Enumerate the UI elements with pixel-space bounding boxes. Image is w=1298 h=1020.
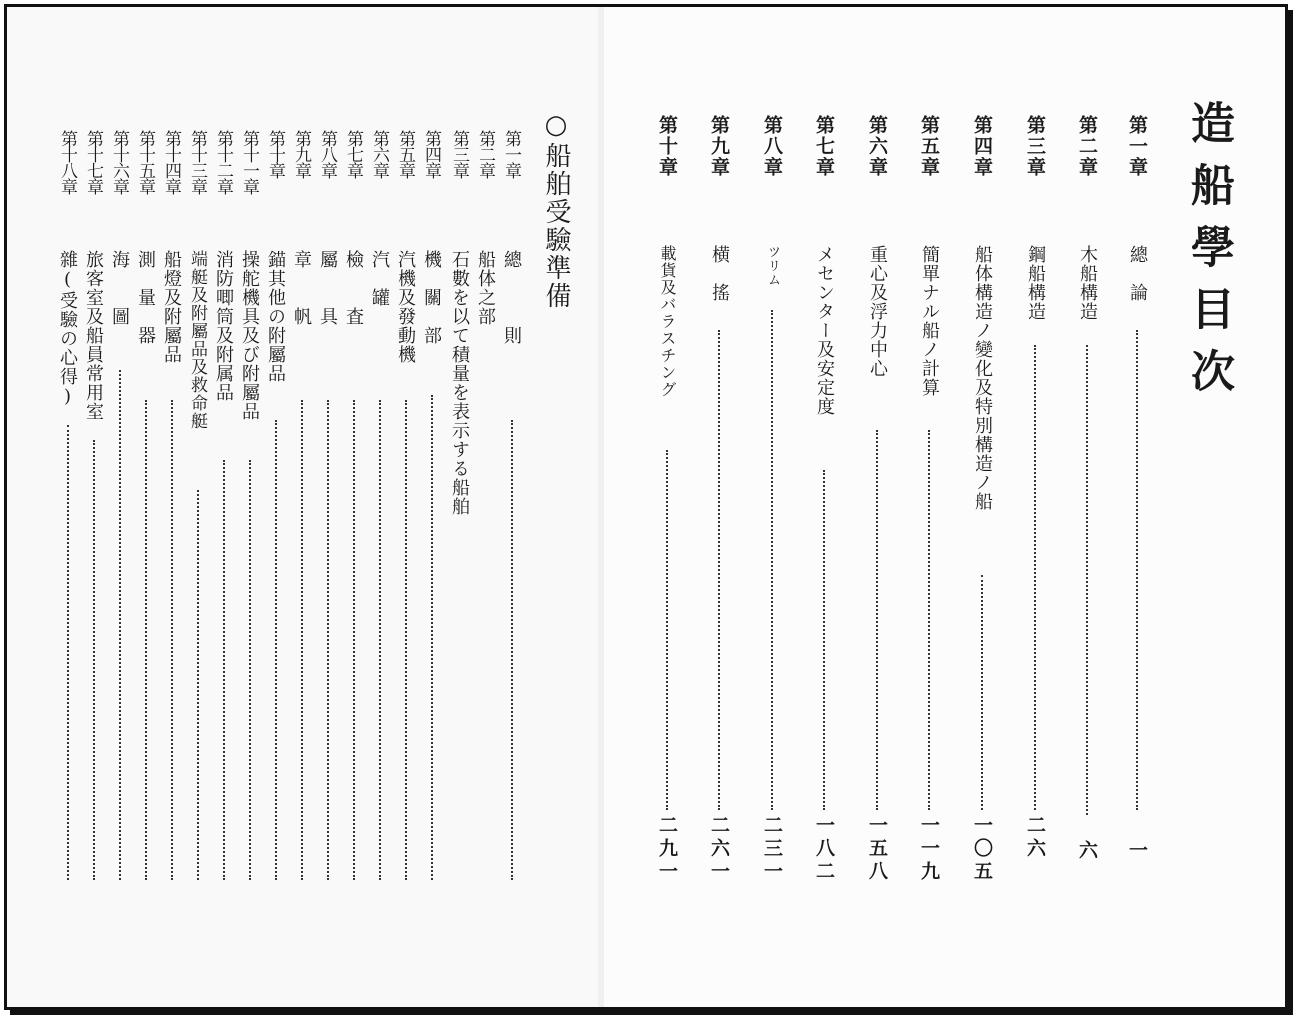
exam-entry [316, 0, 340, 1000]
exam-chapter-number: 第十五章 [135, 130, 155, 194]
dot-leader [771, 310, 773, 810]
chapter-topic: 簡單ナル船ノ計算 [919, 245, 940, 397]
page-number: 二三一 [761, 815, 783, 884]
chapter-number: 第五章 [918, 115, 940, 178]
exam-title-column [540, 0, 576, 1000]
exam-chapter-number: 第三章 [449, 130, 469, 178]
exam-section-title: ○船舶受驗準備 [541, 110, 571, 310]
page-number: 一一九 [918, 815, 940, 884]
exam-chapter-number: 第十二章 [213, 130, 233, 194]
exam-chapter-number: 第十七章 [83, 130, 103, 194]
dot-leader [511, 420, 513, 880]
exam-chapter-topic: 石數を以て積量を表示する船舶 [449, 250, 470, 516]
dot-leader [928, 430, 930, 810]
exam-entry [394, 0, 418, 1000]
exam-chapter-number: 第十六章 [109, 130, 129, 194]
exam-chapter-topic: 檢 査 [343, 250, 364, 326]
chapter-number: 第一章 [1126, 115, 1148, 178]
chapter-number: 第六章 [866, 115, 888, 178]
dot-leader [1034, 345, 1036, 810]
exam-chapter-number: 第十八章 [57, 130, 77, 194]
dot-leader [1136, 330, 1138, 810]
dot-leader [405, 400, 407, 880]
exam-chapter-number: 第十一章 [239, 130, 259, 194]
chapter-topic: ツリム [765, 245, 780, 287]
exam-entry [160, 0, 184, 1000]
chapter-number: 第二章 [1076, 115, 1098, 178]
dot-leader [823, 470, 825, 810]
chapter-topic: 横 搖 [709, 245, 730, 302]
dot-leader [93, 440, 95, 880]
dot-leader [249, 460, 251, 880]
toc-entry [655, 0, 681, 1000]
exam-entry [108, 0, 132, 1000]
exam-chapter-topic: 總 則 [501, 250, 522, 345]
chapter-topic: 總 論 [1127, 245, 1148, 302]
chapter-number: 第三章 [1024, 115, 1046, 178]
exam-chapter-topic: 端艇及附屬品及救命艇 [187, 250, 207, 430]
exam-chapter-topic: 機 關 部 [421, 250, 442, 345]
exam-entry [448, 0, 472, 1000]
exam-entry [342, 0, 366, 1000]
page-number: 一 [1126, 840, 1148, 863]
chapter-topic: 船体構造ノ變化及特別構造ノ船 [972, 245, 993, 511]
frame-shadow-bottom [10, 1010, 1293, 1015]
dot-leader [223, 460, 225, 880]
page-number: 二九一 [656, 815, 678, 884]
toc-entry [970, 0, 996, 1000]
dot-leader [171, 400, 173, 880]
dot-leader [119, 370, 121, 880]
exam-chapter-number: 第五章 [395, 130, 415, 178]
frame-shadow-right [1288, 10, 1293, 1014]
exam-chapter-number: 第二章 [475, 130, 495, 178]
toc-entry [865, 0, 891, 1000]
dot-leader [197, 490, 199, 880]
chapter-number: 第七章 [813, 115, 835, 178]
exam-chapter-topic: 海 圖 [109, 250, 130, 326]
exam-entry [500, 0, 524, 1000]
exam-chapter-number: 第九章 [291, 130, 311, 178]
chapter-topic: 鋼船構造 [1025, 245, 1046, 321]
page-number: 一五八 [866, 815, 888, 884]
chapter-number: 第四章 [971, 115, 993, 178]
dot-leader [327, 400, 329, 880]
dot-leader [353, 400, 355, 880]
chapter-topic: メセンター及安定度 [814, 245, 835, 416]
chapter-number: 第九章 [708, 115, 730, 178]
toc-entry [707, 0, 733, 1000]
exam-chapter-topic: 測 量 器 [135, 250, 156, 345]
chapter-number: 第八章 [761, 115, 783, 178]
toc-entry [1075, 0, 1101, 1000]
toc-entry [760, 0, 786, 1000]
dot-leader [145, 400, 147, 880]
dot-leader [431, 395, 433, 880]
page-number: 二六 [1024, 815, 1046, 861]
toc-entry [1125, 0, 1151, 1000]
exam-chapter-number: 第十四章 [161, 130, 181, 194]
page-number: 二六一 [708, 815, 730, 884]
exam-chapter-number: 第十章 [265, 130, 285, 178]
exam-chapter-number: 第六章 [369, 130, 389, 178]
exam-chapter-number: 第四章 [421, 130, 441, 178]
dot-leader [876, 430, 878, 810]
exam-entry [56, 0, 80, 1000]
exam-entry [212, 0, 236, 1000]
toc-entry [917, 0, 943, 1000]
toc-entry [1023, 0, 1049, 1000]
exam-chapter-topic: 旅客室及船員常用室 [83, 250, 104, 421]
exam-entry [474, 0, 498, 1000]
exam-entry [238, 0, 262, 1000]
exam-chapter-topic: 屬 具 [317, 250, 338, 326]
page-number: 一八二 [813, 815, 835, 884]
dot-leader [275, 420, 277, 880]
dot-leader [666, 450, 668, 810]
toc-entry [812, 0, 838, 1000]
exam-chapter-topic: 汽機及發動機 [395, 250, 416, 364]
chapter-topic: 載貨及バラスチング [658, 245, 677, 398]
exam-chapter-topic: 船燈及附屬品 [161, 250, 182, 364]
dot-leader [981, 575, 983, 810]
chapter-topic: 木船構造 [1077, 245, 1098, 321]
page-number: 一〇五 [971, 815, 993, 884]
exam-entry [420, 0, 444, 1000]
chapter-topic: 重心及浮力中心 [867, 245, 888, 378]
exam-chapter-topic: 雜(受驗の心得) [57, 250, 78, 408]
dot-leader [1086, 345, 1088, 815]
dot-leader [67, 425, 69, 880]
dot-leader [718, 330, 720, 810]
exam-entry [368, 0, 392, 1000]
exam-chapter-topic: 船体之部 [475, 250, 496, 326]
exam-chapter-number: 第七章 [343, 130, 363, 178]
exam-entry [82, 0, 106, 1000]
exam-chapter-number: 第十三章 [187, 130, 207, 194]
exam-chapter-number: 第八章 [317, 130, 337, 178]
exam-chapter-topic: 消防唧筒及附属品 [213, 250, 234, 402]
exam-chapter-topic: 汽 罐 [369, 250, 390, 307]
exam-chapter-number: 第一章 [501, 130, 521, 178]
exam-chapter-topic: 操舵機具及び附屬品 [239, 250, 260, 421]
exam-entry [134, 0, 158, 1000]
exam-chapter-topic: 章 帆 [291, 250, 312, 326]
chapter-number: 第十章 [656, 115, 678, 178]
exam-entry [264, 0, 288, 1000]
exam-chapter-topic: 錨其他の附屬品 [265, 250, 286, 383]
toc-title-column [1180, 0, 1240, 1000]
toc-title: 造船學目次 [1183, 100, 1234, 410]
exam-entry [290, 0, 314, 1000]
dot-leader [379, 400, 381, 880]
page-number: 六 [1076, 840, 1098, 863]
dot-leader [301, 400, 303, 880]
exam-entry [186, 0, 210, 1000]
